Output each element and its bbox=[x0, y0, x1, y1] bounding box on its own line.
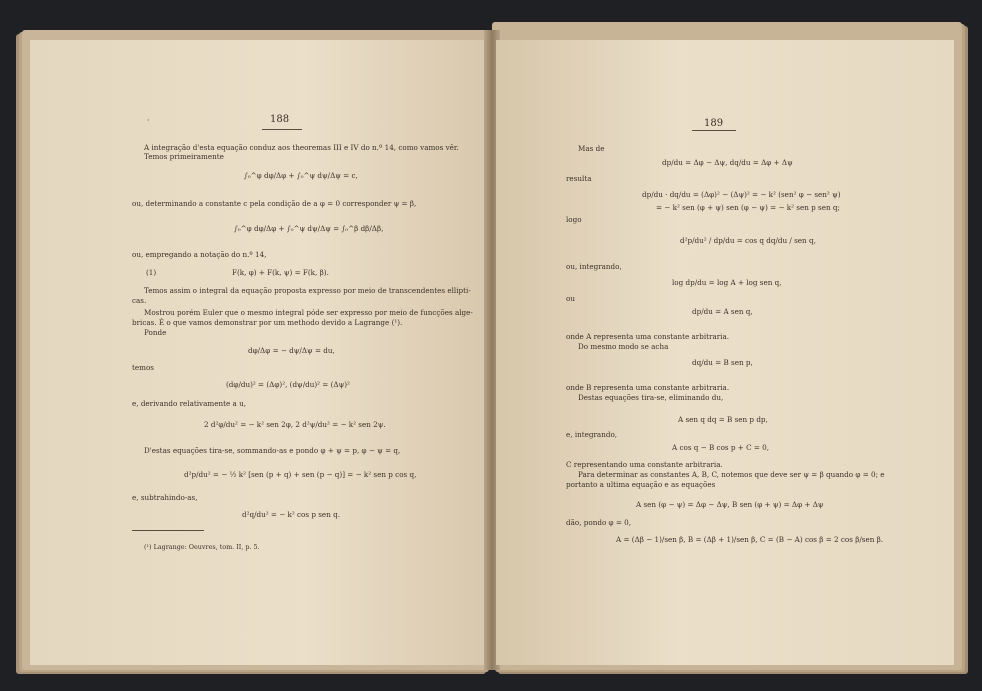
text-line: onde A representa uma constante arbitraria. bbox=[566, 332, 730, 341]
equation: ∫₀^φ dφ/Δφ + ∫₀^ψ dψ/Δψ = ∫₀^β dβ/Δβ, bbox=[234, 224, 384, 233]
text-line: logo bbox=[566, 215, 582, 224]
text-line: C representando uma constante arbitraria. bbox=[566, 460, 723, 469]
equation: log dp/du = log A + log sen q, bbox=[672, 278, 782, 287]
equation: = − k² sen (φ + ψ) sen (φ − ψ) = − k² sen p sen q; bbox=[656, 203, 840, 212]
text-line: cas. bbox=[132, 296, 147, 305]
equation: dφ/Δφ = − dψ/Δψ = du, bbox=[248, 346, 335, 355]
equation: dq/du = B sen p, bbox=[692, 358, 753, 367]
equation: A cos q − B cos p + C = 0, bbox=[672, 443, 770, 452]
equation: (dφ/du)² = (Δφ)², (dψ/du)² = (Δψ)² bbox=[226, 380, 350, 389]
equation: d²p/du² = − ½ k² [sen (p + q) + sen (p − q)] = − k² sen p cos q, bbox=[184, 470, 417, 479]
text-line: dão, pondo φ = 0, bbox=[566, 518, 632, 527]
equation: 2 d²φ/du² = − k² sen 2φ, 2 d²ψ/du² = − k² sen 2ψ. bbox=[204, 420, 386, 429]
text-line: portanto a ultima equação e as equações bbox=[566, 480, 716, 489]
ink-mark: · bbox=[147, 116, 150, 125]
text-line: ou, determinando a constante c pela condição de a φ = 0 corresponder ψ = β, bbox=[132, 199, 417, 208]
text-line: A integração d'esta equação conduz aos theoremas III e IV do n.º 14, como vamos vêr. bbox=[144, 143, 459, 152]
page-number-right: 189 bbox=[704, 118, 724, 129]
equation: A sen (φ − ψ) = Δφ − Δψ, B sen (φ + ψ) = Δφ + Δψ bbox=[636, 500, 824, 509]
text-line: D'estas equações tira-se, sommando-as e pondo φ + ψ = p, φ − ψ = q, bbox=[144, 446, 401, 455]
text-line: e, derivando relativamente a u, bbox=[132, 399, 247, 408]
text-line: e, integrando, bbox=[566, 430, 618, 439]
text-line: resulta bbox=[566, 174, 592, 183]
text-line: ou, empregando a notação do n.º 14, bbox=[132, 250, 267, 259]
equation: dp/du · dq/du = (Δφ)² − (Δψ)² = − k² (sen² φ − sen² ψ) bbox=[642, 190, 841, 199]
text-line: temos bbox=[132, 363, 154, 372]
text-line: Do mesmo modo se acha bbox=[578, 342, 669, 351]
text-line: Temos assim o integral da equação proposta expresso por meio de transcendentes ellipti- bbox=[144, 286, 471, 295]
equation: ∫₀^φ dφ/Δφ + ∫₀^ψ dψ/Δψ = c, bbox=[244, 171, 358, 180]
text-line: Mas de bbox=[578, 144, 605, 153]
text-line: Destas equações tira-se, eliminando du, bbox=[578, 393, 724, 402]
equation: dp/du = A sen q, bbox=[692, 307, 753, 316]
equation-label: (1) bbox=[146, 268, 157, 277]
text-line: Mostrou porém Euler que o mesmo integral póde ser expresso por meio de funcções alge- bbox=[144, 308, 473, 317]
text-line: ou, integrando, bbox=[566, 262, 622, 271]
text-line: Para determinar as constantes A, B, C, notemos que deve ser ψ = β quando φ = 0; e bbox=[578, 470, 885, 479]
text-line: Temos primeiramente bbox=[144, 152, 224, 161]
text-line: bricas. É o que vamos demonstrar por um methodo devido a Lagrange (¹). bbox=[132, 318, 403, 327]
page-number-rule bbox=[262, 129, 302, 130]
equation: d²q/du² = − k² cos p sen q. bbox=[242, 510, 340, 519]
equation: A = (Δβ − 1)/sen β, B = (Δβ + 1)/sen β, C = (B − A) cos β = 2 cos β/sen β. bbox=[616, 535, 884, 544]
footnote: (¹) Lagrange: Oeuvres, tom. II, p. 5. bbox=[144, 543, 260, 551]
equation: F(k, φ) + F(k, ψ) = F(k, β). bbox=[232, 268, 329, 277]
equation: A sen q dq = B sen p dp, bbox=[678, 415, 768, 424]
text-line: e, subtrahindo-as, bbox=[132, 493, 198, 502]
page-number-left: 188 bbox=[270, 114, 290, 125]
text-line: Ponde bbox=[144, 328, 167, 337]
equation: d²p/du² / dp/du = cos q dq/du / sen q, bbox=[680, 236, 816, 245]
right-page bbox=[496, 40, 954, 665]
text-line: onde B representa uma constante arbitraria. bbox=[566, 383, 730, 392]
footnote-rule bbox=[132, 530, 204, 531]
equation: dp/du = Δφ − Δψ, dq/du = Δφ + Δψ bbox=[662, 158, 793, 167]
text-line: ou bbox=[566, 294, 575, 303]
left-page bbox=[30, 40, 488, 665]
page-number-rule bbox=[692, 130, 736, 131]
